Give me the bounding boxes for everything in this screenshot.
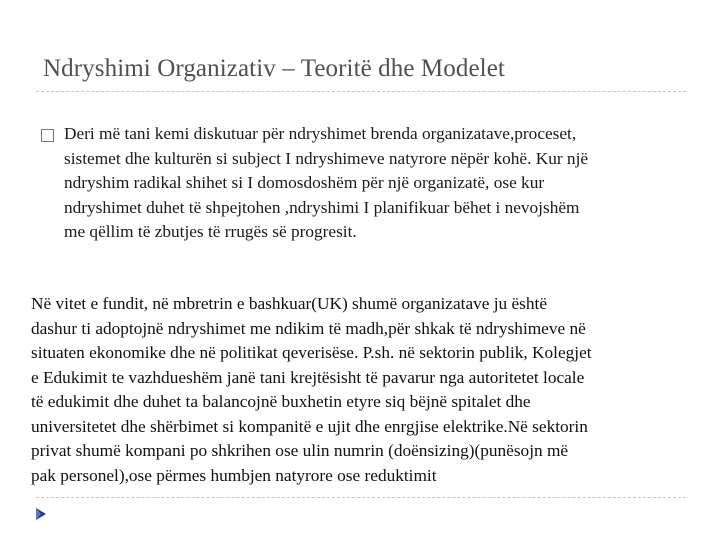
paragraph-line: situaten ekonomike dhe në politikat qeverisëse. P.sh. në sektorin publik, Kolegjet [31, 343, 592, 362]
bullet-text [64, 122, 680, 245]
title-divider [36, 91, 686, 92]
bullet-icon [41, 129, 54, 142]
body-paragraph [31, 292, 691, 488]
paragraph-line: të edukimit dhe duhet ta balancojnë buxhetin etyre siq bëjnë spitalet dhe [31, 392, 531, 411]
bullet-line: ndryshimet duhet të shpejtohen ,ndryshimi I planifikuar bëhet i nevojshëm [64, 197, 580, 217]
paragraph-line: universitetet dhe shërbimet si kompanitë e ujit dhe enrgjise elektrike.Në sektorin [31, 416, 588, 436]
bullet-line: me qëllim të zbutjes të rrugës së progresit. [64, 222, 357, 242]
paragraph-line: Në vitet e fundit, në mbretrin e bashkuar(UK) shumë organizatave ju është [31, 294, 548, 313]
paragraph-line: pak personel),ose përmes humbjen natyrore ose reduktimit [31, 465, 437, 485]
bullet-line: sistemet dhe kulturën si subject I ndryshimeve natyrore nëpër kohë. Kur një [64, 148, 589, 168]
bullet-line: ndryshim radikal shihet si I domosdoshëm për një organizatë, ose kur [64, 173, 545, 193]
nav-arrow-icon[interactable] [34, 507, 48, 521]
slide-title: Ndryshimi Organizativ – Teoritë dhe Modelet [43, 55, 505, 82]
paragraph-line: privat shumë kompani po shkrihen ose ulin numrin (doënsizing)(punësojn më [31, 441, 569, 460]
paragraph-line: e Edukimit te vazhdueshëm janë tani krejtësisht të pavarur nga autoritetet locale [31, 367, 585, 387]
bullet-line: Deri më tani kemi diskutuar për ndryshimet brenda organizatave,proceset, [64, 124, 577, 143]
footer-divider [36, 497, 686, 498]
paragraph-line: dashur ti adoptojnë ndryshimet me ndikim të madh,për shkak të ndryshimeve në [31, 318, 586, 338]
bullet-item [40, 122, 680, 245]
